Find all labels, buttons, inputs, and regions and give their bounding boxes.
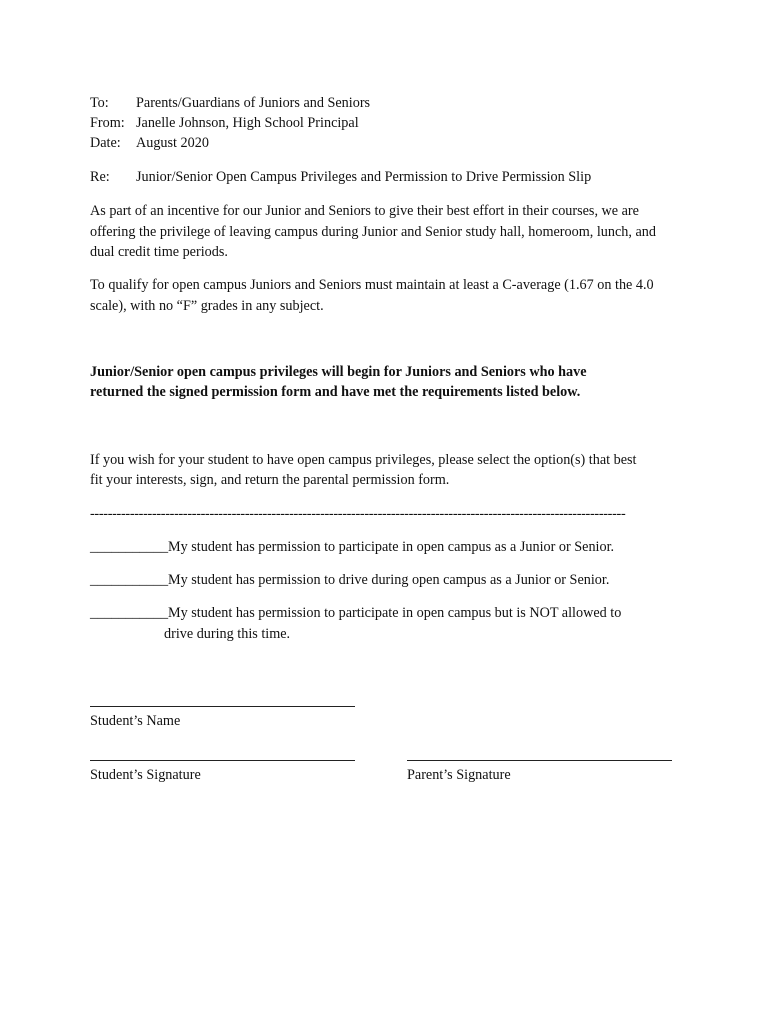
memo-date-label: Date: [90,135,121,151]
memo-re-label: Re: [90,169,110,185]
student-signature-line[interactable] [90,760,355,761]
option-no-drive-text-line-2: drive during this time. [164,626,291,642]
student-name-label: Student’s Name [90,713,181,729]
instructions-line-2: fit your interests, sign, and return the parental permission form. [90,472,450,488]
memo-to-label: To: [90,95,109,111]
separator-line: ------------------------------------------------------------------------------------------------------------------------- [90,506,626,522]
option-drive-blank[interactable]: ___________ [90,572,169,588]
intro-paragraph: As part of an incentive for our Junior and Seniors to give their best effort in their courses, we are offering the privilege of leaving campus during Junior and Senior study hall, homeroom, lunch, and dual credit time periods. [90,203,656,260]
option-no-drive [90,603,621,624]
parent-signature-label: Parent’s Signature [407,767,511,783]
option-open-campus-blank[interactable]: ___________ [90,539,169,555]
option-drive [90,570,609,591]
option-open-campus [90,537,614,558]
qualification-paragraph: To qualify for open campus Juniors and Seniors must maintain at least a C-average (1.67 on the 4.0 scale), with no “F” grades in any subject. [90,277,654,314]
student-signature-label: Student’s Signature [90,767,201,783]
memo-to-row [90,93,370,114]
parent-signature-line[interactable] [407,760,672,761]
memo-from-value: Janelle Johnson, High School Principal [136,115,359,131]
memo-re-row [90,167,591,188]
memo-from-row [90,113,359,134]
option-no-drive-blank[interactable]: ___________ [90,605,169,621]
option-open-campus-text: My student has permission to participate in open campus as a Junior or Senior. [168,539,615,555]
option-drive-text: My student has permission to drive during open campus as a Junior or Senior. [168,572,610,588]
bold-notice-line-2: returned the signed permission form and have met the requirements listed below. [90,384,581,400]
memo-from-label: From: [90,115,125,131]
option-no-drive-text: My student has permission to participate in open campus but is NOT allowed to [168,605,622,621]
memo-to-value: Parents/Guardians of Juniors and Seniors [136,95,371,111]
bold-notice-line-1: Junior/Senior open campus privileges will begin for Juniors and Seniors who have [90,364,587,380]
memo-re-value: Junior/Senior Open Campus Privileges and Permission to Drive Permission Slip [136,169,592,185]
memo-date-value: August 2020 [136,135,209,151]
instructions-line-1: If you wish for your student to have open campus privileges, please select the option(s) that best [90,452,637,468]
memo-date-row [90,133,209,154]
student-name-line[interactable] [90,706,355,707]
